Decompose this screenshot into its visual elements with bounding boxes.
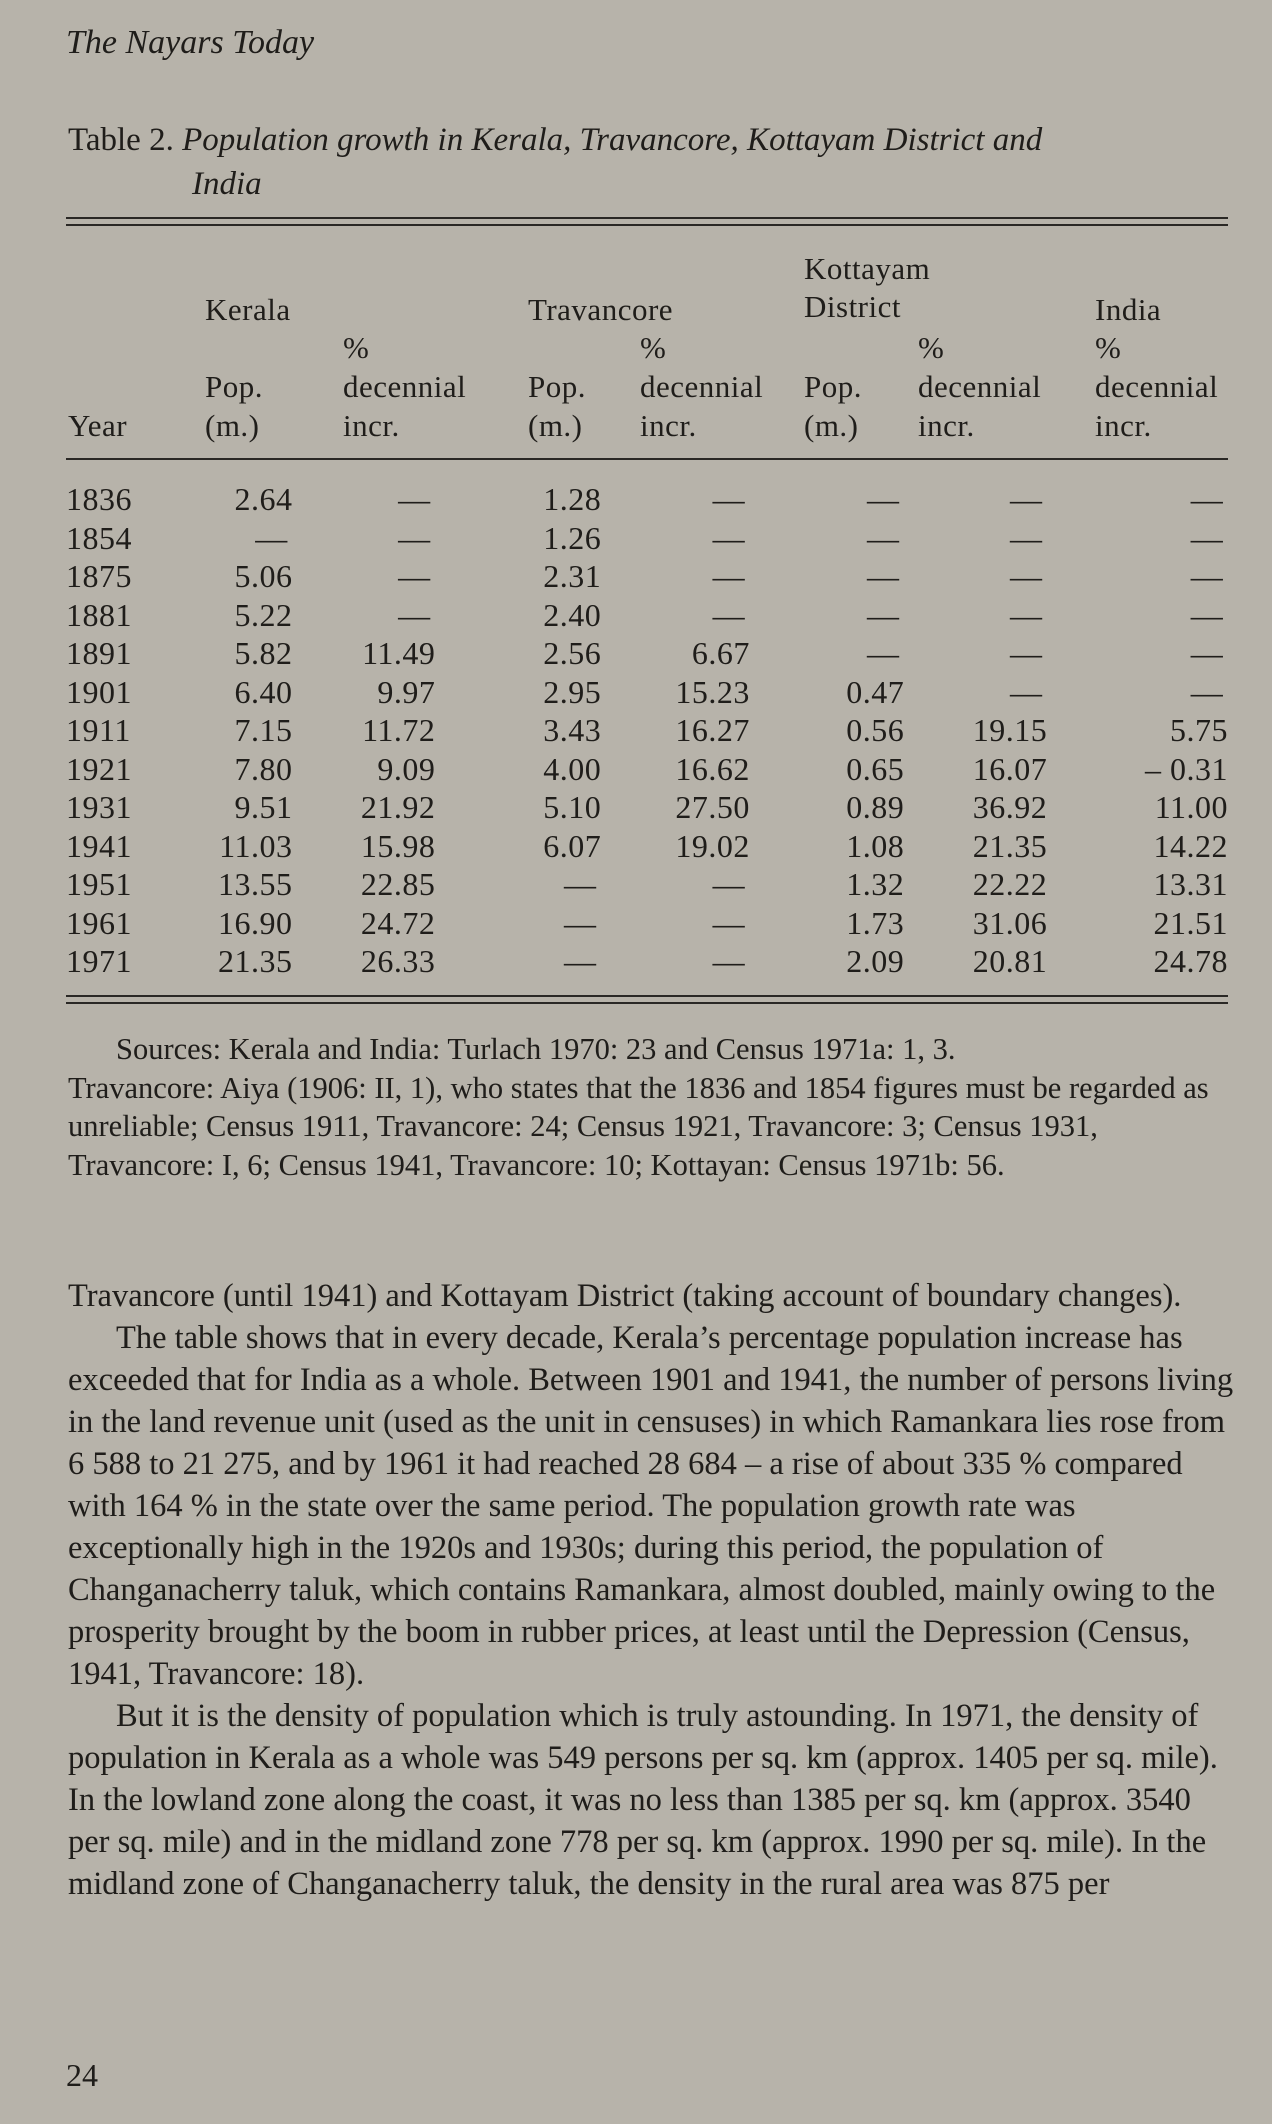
table-row <box>66 596 1228 635</box>
table-row <box>66 519 1228 558</box>
dash: — <box>1190 635 1224 671</box>
cell-travancore-pop <box>435 904 601 943</box>
cell-year: 1836 <box>66 481 132 517</box>
population-table <box>66 480 1228 981</box>
dash: — <box>398 558 431 594</box>
cell-travancore-incr: 27.50 <box>675 789 750 825</box>
header-incr-kerala: incr. <box>343 408 400 443</box>
cell-travancore-incr: 15.23 <box>675 673 750 710</box>
cell-year: 1971 <box>66 943 132 979</box>
cell-kerala-incr: 24.72 <box>360 904 436 941</box>
sources-rest: Travancore: Aiya (1906: II, 1), who states that the 1836 and 1854 figures must be regarded as unreliable; Census 1911, Travancore: 24; Census 1921, Travancore: 3; Census 1931, Travancore: I, 6; Census 1941, Travancore: 10; Kottayan: Census 1971b: 56. <box>68 1070 1209 1182</box>
cell-travancore-pop: 2.31 <box>543 558 602 594</box>
dash: — <box>712 558 746 594</box>
table-row <box>66 788 1228 827</box>
cell-travancore-pop: 6.07 <box>543 827 602 864</box>
cell-travancore-pop: 3.43 <box>543 712 602 748</box>
cell-kerala-pop: 2.64 <box>234 481 293 517</box>
table-row <box>66 904 1228 943</box>
header-m-kerala: (m.) <box>205 408 260 443</box>
table-top-rule <box>66 217 1228 226</box>
cell-kerala-pop: 6.40 <box>234 673 293 710</box>
header-year: Year <box>68 408 128 443</box>
dash: — <box>1009 673 1043 710</box>
cell-kottayam-pop: 0.65 <box>846 750 905 787</box>
dash: — <box>1190 519 1224 556</box>
cell-year: 1875 <box>66 558 132 594</box>
cell-travancore-incr <box>601 557 750 596</box>
cell-kerala-incr: 26.33 <box>360 943 436 979</box>
cell-kottayam-incr: 16.07 <box>972 750 1048 787</box>
cell-travancore-incr: 19.02 <box>675 827 750 864</box>
cell-travancore-pop: 4.00 <box>543 750 602 787</box>
cell-kottayam-pop <box>750 634 904 673</box>
cell-travancore-incr <box>601 480 750 519</box>
cell-year: 1881 <box>66 596 132 633</box>
cell-india-incr: 24.78 <box>1153 943 1228 979</box>
cell-travancore-pop <box>435 865 601 904</box>
cell-india-incr: 11.00 <box>1154 789 1228 825</box>
cell-kerala-pop: 7.80 <box>234 750 293 787</box>
body-text <box>68 1275 1240 1905</box>
cell-kerala-pop: 21.35 <box>217 943 293 979</box>
table-row <box>66 480 1228 519</box>
cell-kottayam-incr: 31.06 <box>972 904 1048 941</box>
header-m-kottayam: (m.) <box>804 408 859 443</box>
table-sources <box>68 1030 1228 1184</box>
cell-travancore-pop: 1.28 <box>543 481 602 517</box>
cell-kottayam-pop: 2.09 <box>846 943 905 979</box>
dash: — <box>563 943 597 979</box>
cell-kottayam-incr <box>904 557 1047 596</box>
cell-kottayam-pop: 0.47 <box>846 673 905 710</box>
cell-kerala-incr: 15.98 <box>360 827 436 864</box>
dash: — <box>563 866 597 902</box>
cell-travancore-incr <box>601 519 750 558</box>
cell-kottayam-pop <box>750 596 904 635</box>
cell-kottayam-pop: 0.56 <box>846 712 905 748</box>
dash: — <box>1190 596 1224 633</box>
cell-kerala-pop: 16.90 <box>217 904 293 941</box>
dash: — <box>1009 481 1043 517</box>
header-pop-travancore: Pop. <box>528 369 586 404</box>
dash: — <box>712 904 746 941</box>
cell-year: 1854 <box>66 519 132 556</box>
cell-travancore-incr: 6.67 <box>691 635 750 671</box>
dash: — <box>867 519 900 556</box>
dash: — <box>867 596 900 633</box>
dash: — <box>1190 673 1224 710</box>
header-india: India <box>1095 292 1162 327</box>
cell-kottayam-incr: 20.81 <box>972 943 1048 979</box>
table-row <box>66 865 1228 904</box>
cell-kottayam-incr <box>904 634 1047 673</box>
dash: — <box>867 481 900 517</box>
caption-label: Table 2. <box>68 122 174 158</box>
dash: — <box>1009 519 1043 556</box>
cell-india-incr <box>1047 634 1228 673</box>
header-pct-india: % <box>1095 330 1122 365</box>
cell-kottayam-incr: 36.92 <box>972 789 1048 825</box>
cell-kerala-pop: 5.06 <box>234 558 293 594</box>
header-m-travancore: (m.) <box>528 408 583 443</box>
dash: — <box>1009 558 1043 594</box>
dash: — <box>712 866 746 902</box>
cell-kerala-pop <box>167 519 293 558</box>
cell-kerala-incr: 22.85 <box>360 866 436 902</box>
dash: — <box>1190 558 1224 594</box>
cell-kerala-incr <box>292 519 435 558</box>
cell-travancore-incr <box>601 904 750 943</box>
dash: — <box>398 596 431 633</box>
header-incr-india: incr. <box>1095 408 1152 443</box>
header-pct-kottayam: % <box>918 330 945 365</box>
dash: — <box>398 519 431 556</box>
cell-kottayam-incr: 22.22 <box>972 866 1048 902</box>
cell-year: 1921 <box>66 750 132 787</box>
cell-kottayam-pop: 1.73 <box>846 904 905 941</box>
cell-kerala-incr: 21.92 <box>360 789 436 825</box>
cell-travancore-incr: 16.27 <box>675 712 750 748</box>
cell-kottayam-pop <box>750 480 904 519</box>
header-travancore: Travancore <box>528 292 674 327</box>
cell-kerala-pop: 5.22 <box>234 596 293 633</box>
cell-year: 1961 <box>66 904 132 941</box>
cell-india-incr: 13.31 <box>1153 866 1228 902</box>
cell-travancore-pop: 2.40 <box>543 596 602 633</box>
dash: — <box>255 519 288 556</box>
cell-travancore-pop: 1.26 <box>543 519 602 556</box>
cell-year: 1951 <box>66 866 132 902</box>
cell-travancore-incr <box>601 596 750 635</box>
cell-india-incr: 21.51 <box>1153 904 1228 941</box>
cell-india-incr <box>1047 557 1228 596</box>
cell-kerala-incr: 9.09 <box>377 750 436 787</box>
cell-year: 1901 <box>66 673 132 710</box>
header-pct-travancore: % <box>640 330 667 365</box>
header-incr-kottayam: incr. <box>918 408 975 443</box>
caption-title-line2: India <box>192 166 262 202</box>
cell-kottayam-incr <box>904 596 1047 635</box>
header-kottayam-1: Kottayam <box>804 251 931 286</box>
cell-travancore-pop <box>435 942 601 981</box>
cell-kerala-incr: 11.49 <box>362 635 436 671</box>
cell-kottayam-pop <box>750 557 904 596</box>
header-kottayam-2: District <box>804 289 901 324</box>
cell-india-incr <box>1047 480 1228 519</box>
cell-kottayam-incr: 21.35 <box>972 827 1048 864</box>
cell-year: 1931 <box>66 789 132 825</box>
dash: — <box>712 943 746 979</box>
table-row <box>66 557 1228 596</box>
cell-kerala-incr: 11.72 <box>362 712 436 748</box>
cell-kottayam-pop: 1.32 <box>846 866 905 902</box>
paragraph-3: But it is the density of population which is truly astounding. In 1971, the density of population in Kerala as a whole was 549 persons per sq. km (approx. 1405 per sq. mile). In the lowland zone along the coast, it was no less than 1385 per sq. km (approx. 3540 per sq. mile) and in the midland zone 778 per sq. km (approx. 1990 per sq. mile). In the midland zone of Changanacherry taluk, the density in the rural area was 875 per <box>68 1698 1218 1902</box>
table-header-rule <box>66 458 1228 460</box>
cell-kerala-incr <box>292 480 435 519</box>
dash: — <box>867 558 900 594</box>
dash: — <box>867 635 900 671</box>
cell-kerala-pop: 7.15 <box>234 712 293 748</box>
paragraph-1: Travancore (until 1941) and Kottayam District (taking account of boundary changes). <box>68 1278 1182 1314</box>
cell-year: 1891 <box>66 635 132 671</box>
cell-kerala-incr <box>292 596 435 635</box>
sources-line1: Sources: Kerala and India: Turlach 1970: 23 and Census 1971a: 1, 3. <box>116 1032 956 1066</box>
running-head: The Nayars Today <box>66 24 315 61</box>
cell-year: 1941 <box>66 827 132 864</box>
cell-kottayam-incr <box>904 519 1047 558</box>
paragraph-2: The table shows that in every decade, Kerala’s percentage population increase has exceeded that for India as a whole. Between 1901 and 1941, the number of persons living in the land revenue unit (used as the unit in censuses) in which Ramankara lies rose from 6 588 to 21 275, and by 1961 it had reached 28 684 – a rise of about 335 % compared with 164 % in the state over the same period. The population growth rate was exceptionally high in the 1920s and 1930s; during this period, the population of Changanacherry taluk, which contains Ramankara, almost doubled, mainly owing to the prosperity brought by the boom in rubber prices, at least until the Depression (Census, 1941, Travancore: 18). <box>68 1320 1234 1692</box>
table-row <box>66 942 1228 981</box>
page-number: 24 <box>66 2057 98 2093</box>
header-kerala: Kerala <box>205 292 291 327</box>
cell-india-incr <box>1047 673 1228 712</box>
header-decennial-kottayam: decennial <box>918 369 1042 404</box>
cell-travancore-incr <box>601 865 750 904</box>
dash: — <box>1009 596 1043 633</box>
dash: — <box>712 596 746 633</box>
cell-kottayam-pop <box>750 519 904 558</box>
cell-kottayam-pop: 1.08 <box>846 827 905 864</box>
cell-kerala-pop: 11.03 <box>219 827 293 864</box>
cell-india-incr: 5.75 <box>1170 712 1228 748</box>
cell-kottayam-incr <box>904 480 1047 519</box>
dash: — <box>563 904 597 941</box>
cell-india-incr: 14.22 <box>1153 827 1228 864</box>
cell-kerala-pop: 9.51 <box>234 789 293 825</box>
cell-india-incr <box>1047 519 1228 558</box>
caption-title-line1: Population growth in Kerala, Travancore, Kottayam District and <box>182 122 1043 158</box>
cell-kottayam-incr: 19.15 <box>972 712 1048 748</box>
header-incr-travancore: incr. <box>640 408 697 443</box>
cell-kerala-incr: 9.97 <box>377 673 436 710</box>
table-row <box>66 711 1228 750</box>
cell-india-incr <box>1047 596 1228 635</box>
cell-kerala-pop: 13.55 <box>217 866 293 902</box>
cell-travancore-pop: 2.56 <box>543 635 602 671</box>
cell-kottayam-incr <box>904 673 1047 712</box>
cell-travancore-incr <box>601 942 750 981</box>
table-row <box>66 827 1228 866</box>
cell-travancore-pop: 2.95 <box>543 673 602 710</box>
dash: — <box>712 519 746 556</box>
cell-travancore-incr: 16.62 <box>675 750 750 787</box>
table-caption <box>68 118 1218 206</box>
dash: — <box>1190 481 1224 517</box>
header-pct-kerala: % <box>343 330 370 365</box>
header-decennial-india: decennial <box>1095 369 1219 404</box>
dash: — <box>398 481 431 517</box>
header-decennial-kerala: decennial <box>343 369 467 404</box>
dash: — <box>1009 635 1043 671</box>
header-decennial-travancore: decennial <box>640 369 764 404</box>
cell-kottayam-pop: 0.89 <box>846 789 905 825</box>
cell-kerala-pop: 5.82 <box>234 635 293 671</box>
cell-year: 1911 <box>66 712 131 748</box>
table-row <box>66 673 1228 712</box>
cell-india-incr: – 0.31 <box>1145 750 1228 787</box>
table-bottom-rule <box>66 995 1228 1004</box>
table-row <box>66 634 1228 673</box>
cell-travancore-pop: 5.10 <box>543 789 602 825</box>
header-pop-kottayam: Pop. <box>804 369 862 404</box>
cell-kerala-incr <box>292 557 435 596</box>
table-row <box>66 750 1228 789</box>
dash: — <box>712 481 746 517</box>
header-pop-kerala: Pop. <box>205 369 263 404</box>
